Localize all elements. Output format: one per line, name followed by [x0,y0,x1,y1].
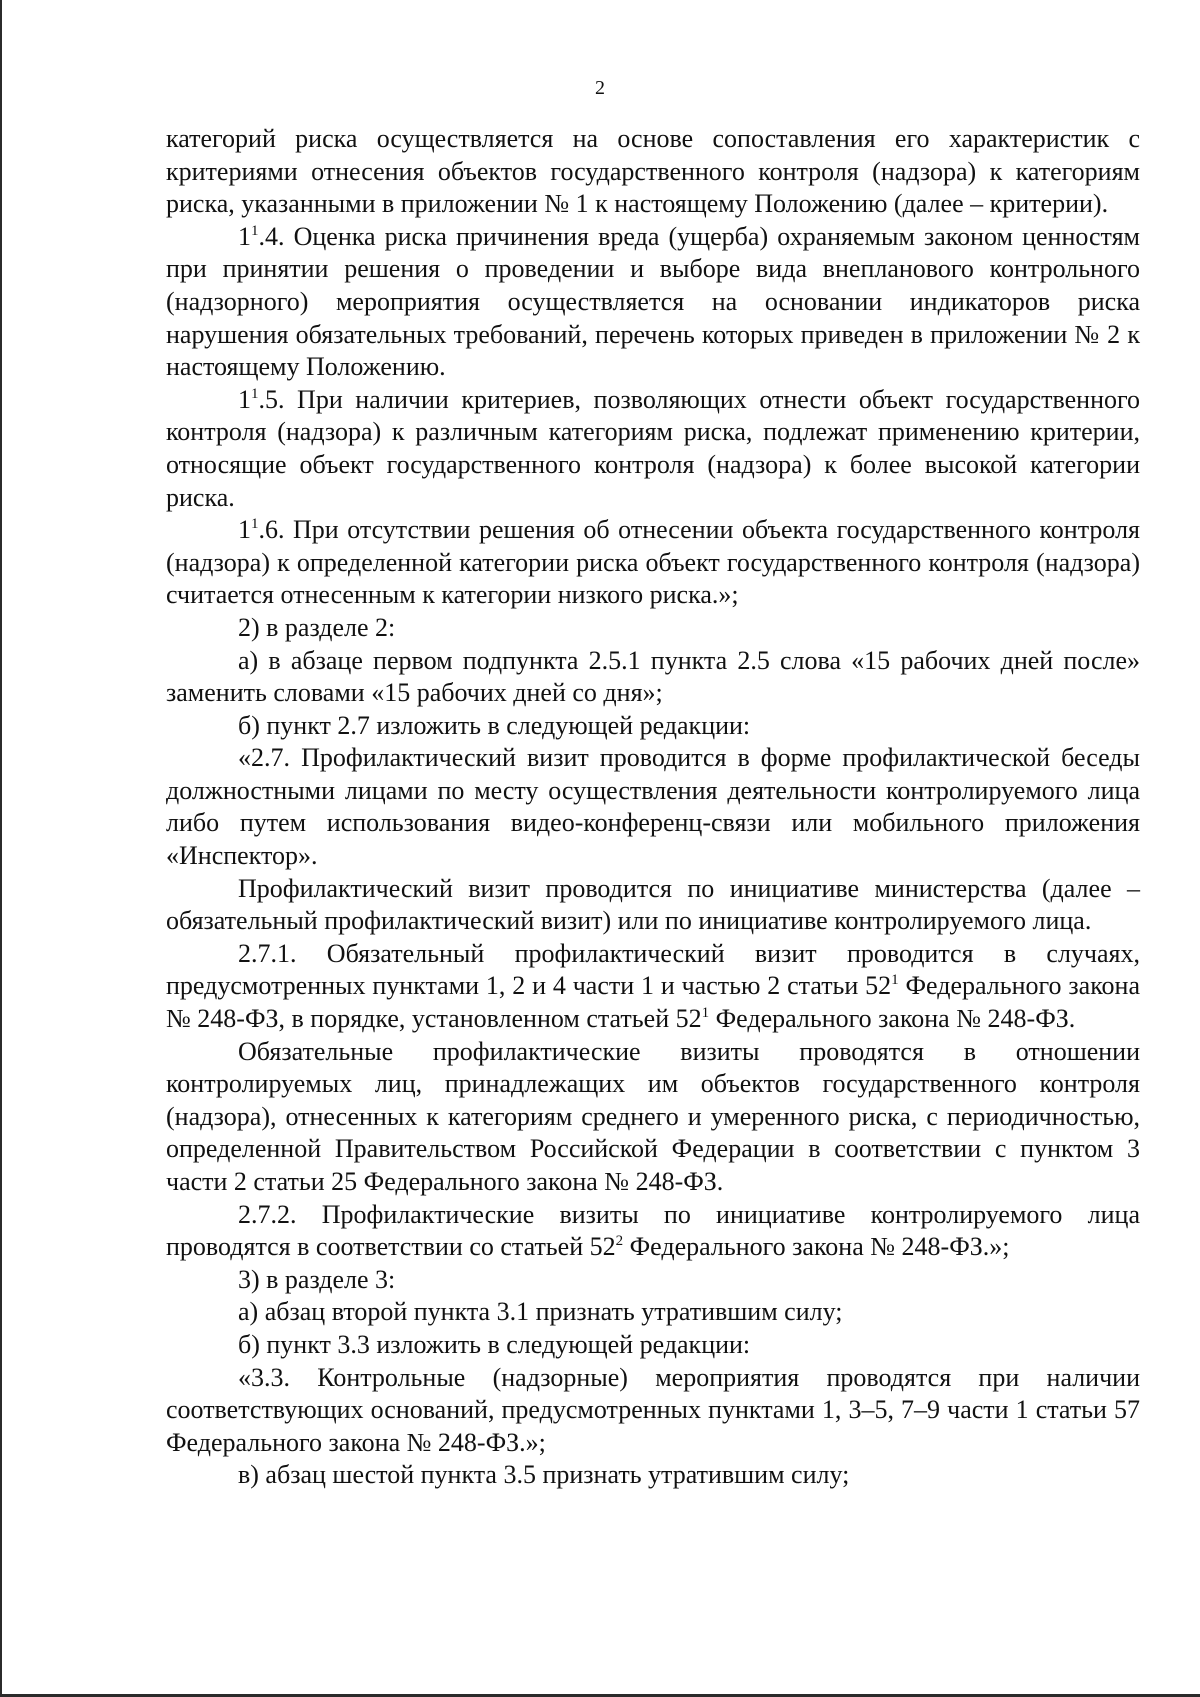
paragraph [166,1199,1140,1264]
paragraph-text: в) абзац шестой пункта 3.5 признать утратившим силу; [238,1460,850,1490]
paragraph-text: .4. Оценка риска причинения вреда (ущерба) охраняемым законом ценностям при принятии решения о проведении и выборе вида внепланового контрольного (надзорного) мероприятия осуществляется на основании индикаторов риска нарушения обязательных требований, перечень которых приведен в приложении № 2 к настоящему Положению. [166,221,1140,382]
paragraph [166,123,1140,221]
superscript: 1 [891,972,899,989]
paragraph-text: 3) в разделе 3: [238,1264,396,1294]
paragraph [166,514,1140,612]
paragraph-text: Федерального закона № 248-ФЗ, в порядке, установленном статьей 52 [166,971,1140,1034]
paragraph [166,710,1140,743]
paragraph-text: «2.7. Профилактический визит проводится в форме профилактической беседы должностными лицами по месту осуществления деятельности контролируемого лица либо путем использования видео-конференц-связи или мобильного приложения «Инспектор». [166,743,1140,871]
paragraph [166,612,1140,645]
paragraph-text: 1 [238,384,251,414]
paragraph-text: б) пункт 2.7 изложить в следующей редакции: [238,710,751,740]
paragraph-text: категорий риска осуществляется на основе сопоставления его характеристик с критериями отнесения объектов государственного контроля (надзора) к категориям риска, указанными в приложении № 1 к настоящему Положению (далее – критерии). [166,124,1140,219]
paragraph [166,1329,1140,1362]
paragraph [166,1264,1140,1297]
paragraph-text: «3.3. Контрольные (надзорные) мероприятия проводятся при наличии соответствующих оснований, предусмотренных пунктами 1, 3–5, 7–9 части 1 статьи 57 Федерального закона № 248-ФЗ.»; [166,1362,1140,1457]
paragraph [166,742,1140,872]
paragraph-text: Федерального закона № 248-ФЗ.»; [623,1232,1010,1262]
paragraph [166,1036,1140,1199]
paragraph-text: Федерального закона № 248-ФЗ. [709,1004,1076,1034]
superscript: 1 [251,385,259,402]
page-number: 2 [595,77,605,99]
paragraph-text: Профилактический визит проводится по инициативе министерства (далее – обязательный профилактический визит) или по инициативе контролируемого лица. [166,873,1140,936]
superscript: 1 [251,516,259,533]
paragraph-text: б) пункт 3.3 изложить в следующей редакции: [238,1329,751,1359]
paragraph [166,384,1140,514]
paragraph [166,1362,1140,1460]
paragraph-text: 2) в разделе 2: [238,612,396,642]
paragraph-text: а) в абзаце первом подпункта 2.5.1 пункта 2.5 слова «15 рабочих дней после» заменить словами «15 рабочих дней со дня»; [166,645,1140,708]
paragraph [166,938,1140,1036]
superscript: 2 [615,1233,624,1250]
paragraph-text: Обязательные профилактические визиты проводятся в отношении контролируемых лиц, принадлежащих им объектов государственного контроля (надзора), отнесенных к категориям среднего и умеренного риска, с периодичностью, определенной Правительством Российской Федерации в соответствии с пунктом 3 части 2 статьи 25 Федерального закона № 248-ФЗ. [166,1036,1140,1196]
paragraph [166,645,1140,710]
scan-left-edge [0,0,2,1697]
superscript: 1 [251,222,259,239]
superscript: 1 [701,1005,710,1022]
paragraph-text: 2.7.1. Обязательный профилактический визит проводится в случаях, предусмотренных пунктами 1, 2 и 4 части 1 и частью 2 статьи 52 [166,938,1140,1001]
paragraph [166,1459,1140,1492]
paragraph [166,1296,1140,1329]
paragraph [166,221,1140,384]
paragraph-text: .6. При отсутствии решения об отнесении объекта государственного контроля (надзора) к определенной категории риска объект государственного контроля (надзора) считается отнесенным к категории низкого риска.»; [166,515,1140,610]
paragraph-text: 1 [238,221,251,251]
paragraph-text: .5. При наличии критериев, позволяющих отнести объект государственного контроля (надзора) к различным категориям риска, подлежат применению критерии, относящие объект государственного контроля (надзора) к более высокой категории риска. [166,384,1140,512]
document-body [166,123,1140,1492]
paragraph-text: 2.7.2. Профилактические визиты по инициативе контролируемого лица проводятся в соответствии со статьей 52 [166,1199,1140,1262]
paragraph-text: 1 [238,515,251,545]
paragraph [166,873,1140,938]
paragraph-text: а) абзац второй пункта 3.1 признать утратившим силу; [238,1297,843,1327]
